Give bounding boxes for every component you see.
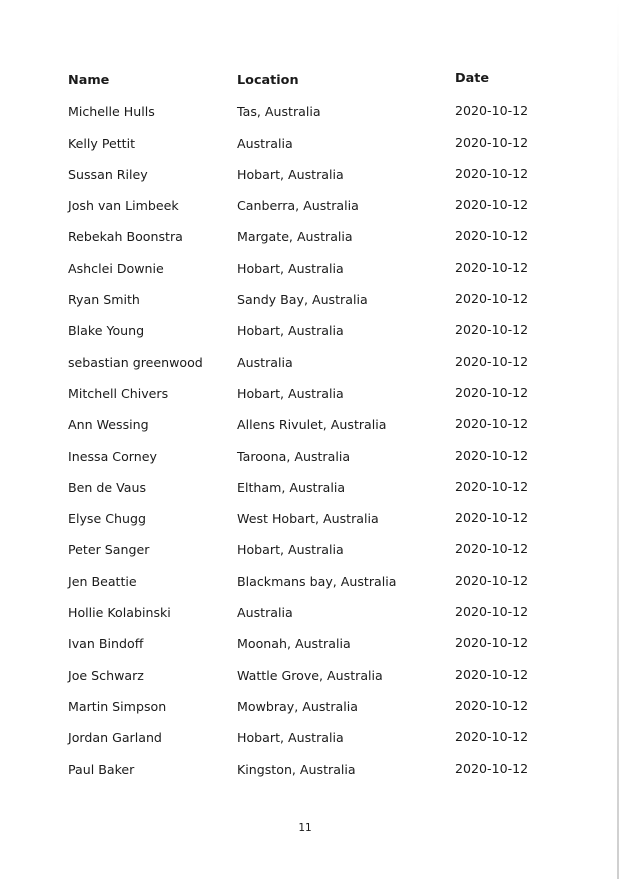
location-cell: Hobart, Australia	[237, 166, 344, 182]
date-cell: 2020-10-12	[455, 165, 529, 181]
table-row	[68, 229, 568, 260]
column-header-location: Location	[237, 73, 299, 88]
name-cell: Ann Wessing	[68, 417, 149, 433]
table-body	[68, 104, 568, 793]
date-cell: 2020-10-12	[455, 197, 529, 213]
table-row	[68, 574, 568, 605]
date-cell: 2020-10-12	[455, 103, 529, 119]
date-cell: 2020-10-12	[455, 416, 529, 432]
signatories-table	[68, 73, 568, 793]
name-cell: Paul Baker	[68, 761, 135, 777]
page-edge-shadow	[617, 0, 619, 879]
name-cell: Martin Simpson	[68, 698, 167, 714]
name-cell: Josh van Limbeek	[68, 198, 179, 214]
location-cell: Tas, Australia	[237, 104, 321, 120]
location-cell: Taroona, Australia	[237, 448, 351, 464]
table-row	[68, 542, 568, 573]
date-cell: 2020-10-12	[455, 134, 529, 150]
location-cell: Eltham, Australia	[237, 479, 346, 495]
date-cell: 2020-10-12	[455, 635, 529, 651]
table-row	[68, 699, 568, 730]
name-cell: Hollie Kolabinski	[68, 605, 171, 621]
date-cell: 2020-10-12	[455, 478, 529, 494]
table-row	[68, 198, 568, 229]
name-cell: Ivan Bindoff	[68, 636, 144, 652]
table-row	[68, 480, 568, 511]
name-cell: Jen Beattie	[68, 573, 137, 589]
page-number: 11	[298, 822, 312, 834]
table-row	[68, 386, 568, 417]
date-cell: 2020-10-12	[455, 697, 529, 713]
name-cell: Mitchell Chivers	[68, 385, 169, 401]
date-cell: 2020-10-12	[455, 384, 529, 400]
location-cell: Mowbray, Australia	[237, 698, 358, 714]
name-cell: Rebekah Boonstra	[68, 229, 183, 245]
name-cell: Blake Young	[68, 323, 145, 339]
location-cell: Moonah, Australia	[237, 636, 351, 652]
table-row	[68, 762, 568, 793]
table-row	[68, 136, 568, 167]
location-cell: Hobart, Australia	[237, 323, 344, 339]
location-cell: Hobart, Australia	[237, 730, 344, 746]
table-row	[68, 730, 568, 761]
table-row	[68, 292, 568, 323]
table-row	[68, 104, 568, 135]
table-row	[68, 261, 568, 292]
name-cell: Kelly Pettit	[68, 135, 136, 151]
location-cell: Kingston, Australia	[237, 761, 356, 777]
name-cell: Sussan Riley	[68, 166, 148, 182]
table-row	[68, 323, 568, 354]
date-cell: 2020-10-12	[455, 510, 529, 526]
table-row	[68, 511, 568, 542]
date-cell: 2020-10-12	[455, 604, 529, 620]
date-cell: 2020-10-12	[455, 729, 529, 745]
table-row	[68, 605, 568, 636]
date-cell: 2020-10-12	[455, 353, 529, 369]
date-cell: 2020-10-12	[455, 228, 529, 244]
table-row	[68, 449, 568, 480]
name-cell: Ryan Smith	[68, 292, 140, 308]
name-cell: Michelle Hulls	[68, 104, 155, 120]
name-cell: Ashclei Downie	[68, 260, 164, 276]
name-cell: sebastian greenwood	[68, 354, 203, 370]
location-cell: Australia	[237, 135, 293, 151]
location-cell: Australia	[237, 605, 293, 621]
date-cell: 2020-10-12	[455, 259, 529, 275]
date-cell: 2020-10-12	[455, 541, 529, 557]
column-header-date: Date	[455, 71, 490, 86]
date-cell: 2020-10-12	[455, 666, 529, 682]
location-cell: West Hobart, Australia	[237, 511, 379, 527]
name-cell: Inessa Corney	[68, 448, 157, 464]
location-cell: Blackmans bay, Australia	[237, 573, 397, 589]
table-row	[68, 668, 568, 699]
location-cell: Wattle Grove, Australia	[237, 667, 383, 683]
date-cell: 2020-10-12	[455, 447, 529, 463]
location-cell: Allens Rivulet, Australia	[237, 417, 387, 433]
table-row	[68, 167, 568, 198]
name-cell: Ben de Vaus	[68, 479, 147, 495]
location-cell: Hobart, Australia	[237, 542, 344, 558]
name-cell: Joe Schwarz	[68, 667, 144, 683]
location-cell: Sandy Bay, Australia	[237, 292, 368, 308]
date-cell: 2020-10-12	[455, 572, 529, 588]
name-cell: Peter Sanger	[68, 542, 150, 558]
table-row	[68, 636, 568, 667]
location-cell: Hobart, Australia	[237, 385, 344, 401]
location-cell: Australia	[237, 354, 293, 370]
location-cell: Margate, Australia	[237, 229, 353, 245]
column-header-name: Name	[68, 73, 110, 88]
date-cell: 2020-10-12	[455, 291, 529, 307]
location-cell: Canberra, Australia	[237, 198, 359, 214]
name-cell: Elyse Chugg	[68, 511, 146, 527]
table-row	[68, 417, 568, 448]
table-header-row	[68, 73, 568, 104]
name-cell: Jordan Garland	[68, 730, 162, 746]
table-row	[68, 355, 568, 386]
date-cell: 2020-10-12	[455, 322, 529, 338]
date-cell: 2020-10-12	[455, 760, 529, 776]
location-cell: Hobart, Australia	[237, 260, 344, 276]
